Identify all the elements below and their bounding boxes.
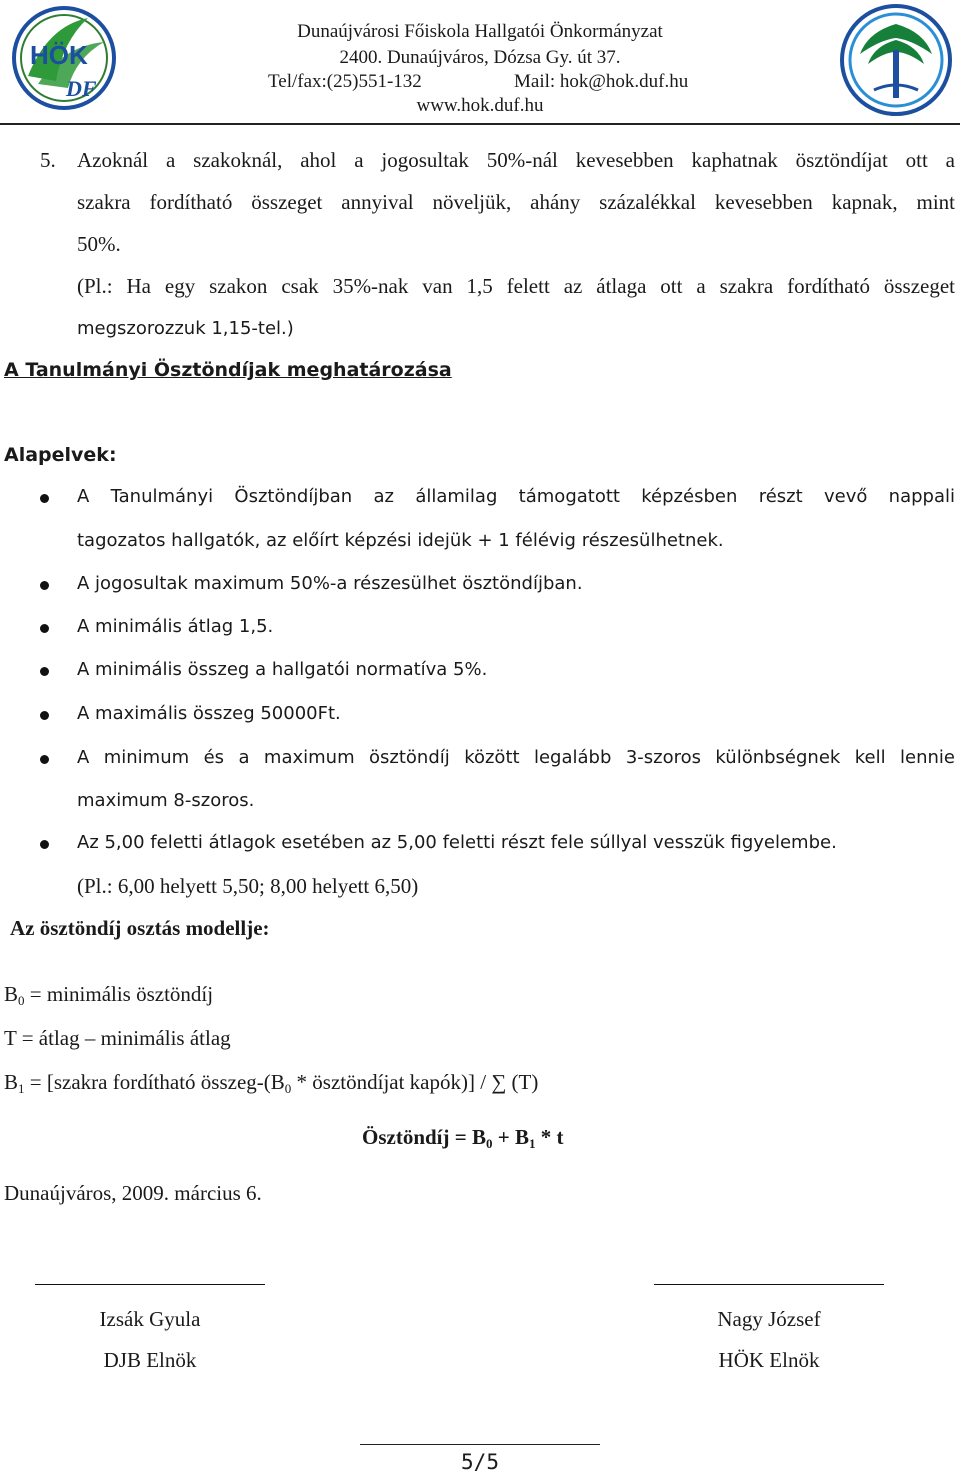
header-divider <box>0 123 960 125</box>
university-tree-logo-icon <box>838 4 954 116</box>
main-formula-sub0: 0 <box>485 1136 493 1151</box>
bullet-icon <box>40 840 49 849</box>
b0-subscript: 0 <box>18 993 25 1008</box>
model-title: Az ösztöndíj osztás modellje: <box>10 916 270 940</box>
bullet-6-line-2: maximum 8-szoros. <box>77 790 255 811</box>
b1-symbol: B <box>4 1070 19 1094</box>
bullet-2: A jogosultak maximum 50%-a részesülhet ösztöndíjban. <box>77 573 583 594</box>
bullet-icon <box>40 581 49 590</box>
main-formula-sub1: 1 <box>528 1136 536 1151</box>
item-5-line-5: megszorozzuk 1,15-tel.) <box>77 318 294 339</box>
bullet-5: A maximális összeg 50000Ft. <box>77 703 341 724</box>
b1-definition-a: = [szakra fordítható összeg-(B <box>24 1070 285 1094</box>
header-org-name: Dunaújvárosi Főiskola Hallgatói Önkormányzat <box>297 21 663 42</box>
main-formula-c: * t <box>535 1125 564 1149</box>
formula-t: T = átlag – minimális átlag <box>4 1026 231 1050</box>
b1-inner-subscript: 0 <box>284 1081 292 1096</box>
formula-b1 <box>4 1070 538 1095</box>
bullet-3: A minimális átlag 1,5. <box>77 616 274 637</box>
main-formula-a: Ösztöndíj = B <box>362 1125 486 1149</box>
bullet-icon <box>40 667 49 676</box>
bullet-7-line-2: (Pl.: 6,00 helyett 5,50; 8,00 helyett 6,50) <box>77 874 419 898</box>
place-date: Dunaújváros, 2009. március 6. <box>4 1181 262 1205</box>
bullet-1-line-2: tagozatos hallgatók, az előírt képzési idejük + 1 félévig részesülhetnek. <box>77 530 724 551</box>
signature-line-left <box>35 1284 265 1285</box>
section-title: A Tanulmányi Ösztöndíjak meghatározása <box>4 359 452 381</box>
item-5-number: 5. <box>40 148 56 172</box>
logo-left-text: HÖK <box>30 40 88 70</box>
bullet-icon <box>40 624 49 633</box>
formula-b0 <box>4 982 213 1007</box>
item-5-line-3: 50%. <box>77 232 121 256</box>
header-web: www.hok.duf.hu <box>416 95 544 116</box>
logo-left-sub: DF <box>66 76 97 101</box>
bullet-icon <box>40 494 49 503</box>
footer-divider <box>360 1444 600 1445</box>
bullet-6-line-1: A minimum és a maximum ösztöndíj között legalább 3-szoros különbségnek kell lennie <box>77 747 955 768</box>
header-tel: Tel/fax:(25)551-132 <box>268 71 422 92</box>
hok-logo-icon <box>8 6 120 110</box>
b0-symbol: B <box>4 982 19 1006</box>
bullet-1-line-1: A Tanulmányi Ösztöndíjban az államilag támogatott képzésben részt vevő nappali <box>77 486 955 507</box>
item-5-line-2: szakra fordítható összeget annyival növeljük, ahány százalékkal kevesebben kapnak, mint <box>77 190 955 214</box>
bullet-icon <box>40 711 49 720</box>
signature-line-right <box>654 1284 884 1285</box>
signature-name-right: Nagy József <box>717 1307 821 1331</box>
header-mail: Mail: hok@hok.duf.hu <box>514 71 689 92</box>
signature-role-left: DJB Elnök <box>103 1348 197 1372</box>
item-5-line-4: (Pl.: Ha egy szakon csak 35%-nak van 1,5 felett az átlaga ott a szakra fordítható összeget <box>77 274 955 298</box>
main-formula <box>362 1125 563 1150</box>
header-address: 2400. Dunaújváros, Dózsa Gy. út 37. <box>339 47 621 68</box>
signature-role-right: HÖK Elnök <box>718 1348 820 1372</box>
item-5-line-1: Azoknál a szakoknál, ahol a jogosultak 50%-nál kevesebben kaphatnak ösztöndíjat ott a <box>77 148 955 172</box>
b1-subscript: 1 <box>18 1081 25 1096</box>
page-number: 5/5 <box>461 1450 499 1474</box>
signature-name-left: Izsák Gyula <box>99 1307 201 1331</box>
bullet-icon <box>40 755 49 764</box>
b1-definition-b: * ösztöndíjat kapók)] / ∑ (T) <box>291 1070 539 1094</box>
main-formula-b: + B <box>492 1125 529 1149</box>
principles-label: Alapelvek: <box>4 444 117 466</box>
bullet-7-line-1: Az 5,00 feletti átlagok esetében az 5,00 feletti részt fele súllyal vesszük figyelembe. <box>77 832 837 853</box>
b0-definition: = minimális ösztöndíj <box>24 982 214 1006</box>
bullet-4: A minimális összeg a hallgatói normatíva 5%. <box>77 659 488 680</box>
